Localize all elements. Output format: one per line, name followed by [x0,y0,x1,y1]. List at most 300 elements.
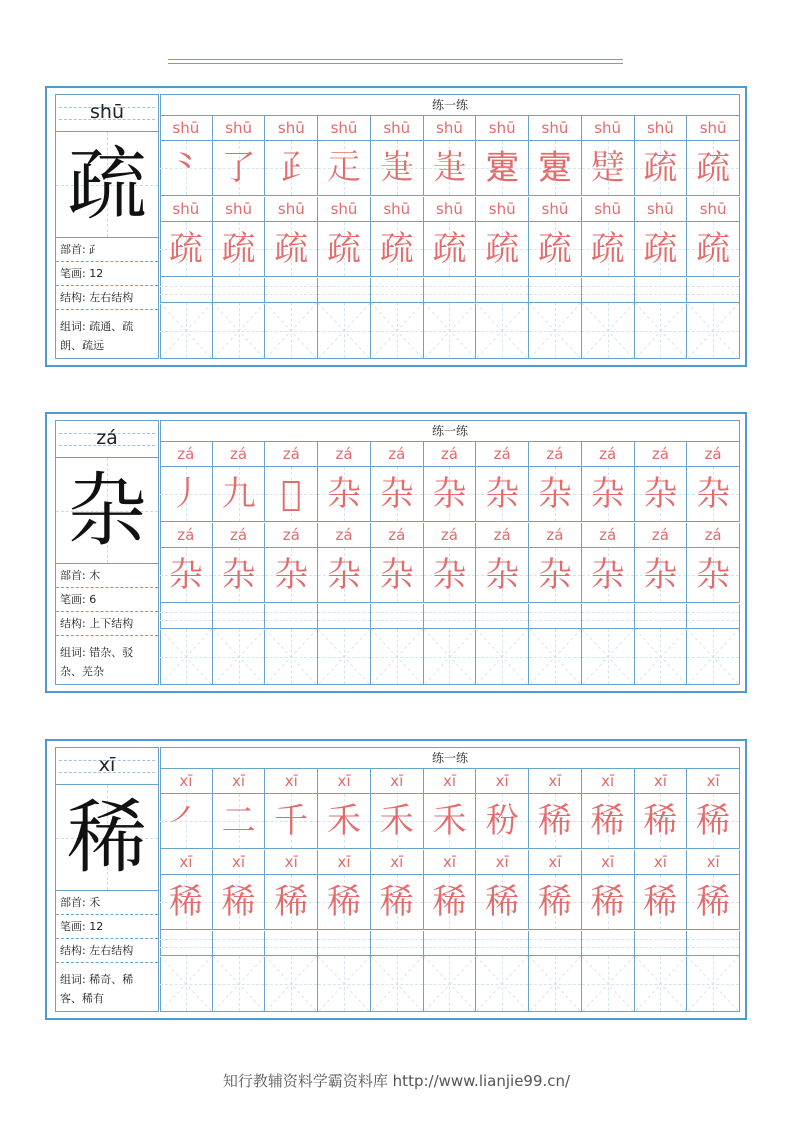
main-character: 杂 [67,464,147,557]
pinyin-cell: xī [318,769,371,794]
guide-line [318,294,370,295]
empty-writing-cell[interactable] [213,956,266,1012]
guide-line [424,286,476,287]
main-pinyin: zá [96,427,118,449]
pinyin-cell: zá [424,442,477,467]
guide-line [529,612,581,613]
main-pinyin: shū [90,101,124,123]
diagonal-guides [213,303,265,359]
guide-line [424,939,476,940]
empty-writing-cell[interactable] [318,956,371,1012]
pinyin-cell: zá [582,442,635,467]
pinyin-cell: shū [687,116,740,141]
empty-writing-cell[interactable] [529,303,582,359]
trace-cell [635,222,688,277]
empty-pinyin-cell[interactable] [635,931,688,956]
trace-char: 稀 [168,882,203,922]
stroke-step-char: ㇒ [168,801,203,841]
empty-pinyin-cell[interactable] [529,931,582,956]
diagonal-guides [529,956,581,1012]
stroke-step-char: 杂 [485,474,520,514]
main-character: 稀 [67,791,147,884]
empty-writing-cell[interactable] [213,629,266,685]
trace-cell [476,141,529,196]
diagonal-guides [635,956,687,1012]
diagonal-guides [160,629,212,685]
trace-cell [318,141,371,196]
guide-line [265,294,317,295]
empty-pinyin-cell[interactable] [424,604,477,629]
info-panel [55,420,159,685]
guide-line [582,294,634,295]
guide-line [265,939,317,940]
trace-char: 疏 [643,229,678,269]
empty-pinyin-cell[interactable] [476,604,529,629]
empty-writing-cell[interactable] [318,629,371,685]
pinyin-cell: zá [635,523,688,548]
pinyin-cell: shū [213,116,266,141]
structure-label: 结构: 左右结构 [56,939,158,963]
stroke-count: 笔画: 6 [56,588,158,612]
empty-pinyin-cell[interactable] [318,278,371,303]
radical-label: 部首: 禾 [56,891,158,915]
trace-cell [160,875,213,930]
trace-char: 稀 [327,882,362,922]
trace-char: 疏 [168,229,203,269]
pinyin-cell: zá [318,523,371,548]
trace-char: 疏 [590,229,625,269]
guide-line [635,294,687,295]
trace-cell [635,548,688,603]
trace-char: 稀 [432,882,467,922]
trace-cell [371,548,424,603]
pinyin-cell: xī [424,850,477,875]
pinyin-box [56,421,158,458]
main-char-box [56,458,158,564]
diagonal-guides [635,303,687,359]
empty-writing-cell[interactable] [213,303,266,359]
main-character: 疏 [67,138,147,231]
diagonal-guides [371,303,423,359]
guide-line [476,939,528,940]
diagonal-guides [687,629,739,685]
trace-char: 杂 [168,555,203,595]
trace-cell [265,141,318,196]
trace-char: 稀 [590,882,625,922]
word-examples: 组词: 稀奇、稀客、稀有 [60,973,134,1005]
trace-char: 疏 [379,229,414,269]
trace-cell [424,548,477,603]
empty-pinyin-cell[interactable] [582,604,635,629]
diagonal-guides [529,629,581,685]
stroke-step-char: 杂 [327,474,362,514]
diagonal-guides [476,303,528,359]
trace-cell [424,141,477,196]
empty-pinyin-cell[interactable] [371,278,424,303]
empty-pinyin-cell[interactable] [213,604,266,629]
empty-writing-cell[interactable] [318,303,371,359]
trace-cell [476,467,529,522]
pinyin-cell: xī [160,769,213,794]
stroke-step-char: 禾 [432,801,467,841]
guide-line [213,620,265,621]
trace-cell [318,548,371,603]
guide-line [529,286,581,287]
trace-char: 稀 [485,882,520,922]
pinyin-box [56,748,158,785]
trace-char: 杂 [590,555,625,595]
trace-cell [529,548,582,603]
empty-writing-cell[interactable] [476,956,529,1012]
empty-writing-cell[interactable] [687,629,740,685]
empty-writing-cell[interactable] [476,303,529,359]
guide-line [160,294,212,295]
structure-label: 结构: 左右结构 [56,286,158,310]
guide-line [213,294,265,295]
guide-line [371,939,423,940]
guide-line [160,620,212,621]
pinyin-cell: shū [318,197,371,222]
trace-cell [424,875,477,930]
trace-cell [635,794,688,849]
guide-line [318,947,370,948]
pinyin-cell: zá [476,442,529,467]
trace-cell [635,141,688,196]
empty-pinyin-cell[interactable] [687,278,740,303]
trace-cell [424,794,477,849]
trace-cell [371,794,424,849]
pinyin-cell: zá [213,523,266,548]
character-card [45,412,747,693]
trace-cell [371,875,424,930]
stroke-step-char: 杂 [537,474,572,514]
pinyin-cell: xī [529,769,582,794]
empty-pinyin-cell[interactable] [265,278,318,303]
diagonal-guides [424,956,476,1012]
trace-cell [582,875,635,930]
footer-text: 知行教辅资料学霸资料库 http://www.lianjie99.cn/ [222,1072,571,1090]
empty-pinyin-cell[interactable] [582,278,635,303]
guide-line [687,939,739,940]
pinyin-cell: xī [265,850,318,875]
trace-char: 杂 [327,555,362,595]
empty-writing-cell[interactable] [635,629,688,685]
guide-line [424,294,476,295]
diagonal-guides [476,956,528,1012]
diagonal-guides [318,629,370,685]
stroke-step-char: 𤴣 [590,148,625,188]
pinyin-cell: zá [582,523,635,548]
empty-writing-cell[interactable] [635,303,688,359]
stroke-step-char: 𤴡 [485,148,520,188]
empty-writing-cell[interactable] [424,303,477,359]
pinyin-cell: shū [529,116,582,141]
trace-cell [582,141,635,196]
trace-cell [318,467,371,522]
stroke-step-char: 杂 [696,474,731,514]
empty-writing-cell[interactable] [582,629,635,685]
empty-pinyin-cell[interactable] [318,604,371,629]
guide-line [687,620,739,621]
pinyin-cell: shū [687,197,740,222]
pinyin-cell: shū [213,197,266,222]
structure-label: 结构: 上下结构 [56,612,158,636]
pinyin-cell: xī [318,850,371,875]
trace-cell [424,222,477,277]
guide-line [582,939,634,940]
diagonal-guides [213,956,265,1012]
guide-line [635,939,687,940]
trace-char: 疏 [537,229,572,269]
empty-writing-cell[interactable] [265,303,318,359]
stroke-step-char: 𤴔 [274,148,309,188]
pinyin-cell: zá [265,442,318,467]
pinyin-cell: shū [160,116,213,141]
guide-line [318,939,370,940]
trace-char: 疏 [432,229,467,269]
guide-line [160,939,212,940]
pinyin-cell: shū [476,197,529,222]
empty-writing-cell[interactable] [424,629,477,685]
guide-line [213,939,265,940]
diagonal-guides [160,956,212,1012]
empty-writing-cell[interactable] [265,629,318,685]
empty-writing-cell[interactable] [582,956,635,1012]
empty-pinyin-cell[interactable] [318,931,371,956]
diagonal-guides [687,956,739,1012]
guide-line [687,286,739,287]
trace-cell [265,222,318,277]
guide-line [687,294,739,295]
trace-cell [213,467,266,522]
trace-char: 稀 [696,882,731,922]
guide-line [160,286,212,287]
guide-line [476,612,528,613]
card-inner [55,747,740,1012]
pinyin-cell: zá [529,523,582,548]
trace-cell [635,875,688,930]
trace-cell [687,794,740,849]
stroke-step-char: 千 [274,801,309,841]
stroke-step-char: 杂 [432,474,467,514]
pinyin-cell: shū [635,116,688,141]
empty-pinyin-cell[interactable] [160,604,213,629]
empty-pinyin-cell[interactable] [424,278,477,303]
stroke-step-char: 疏 [696,148,731,188]
empty-pinyin-cell[interactable] [582,931,635,956]
main-char-box [56,132,158,238]
empty-writing-cell[interactable] [687,303,740,359]
radical-label: 部首: ⺪ [56,238,158,262]
empty-pinyin-cell[interactable] [476,931,529,956]
empty-writing-cell[interactable] [476,629,529,685]
empty-writing-cell[interactable] [160,629,213,685]
diagonal-guides [265,303,317,359]
pinyin-cell: shū [160,197,213,222]
empty-writing-cell[interactable] [371,629,424,685]
diagonal-guides [265,629,317,685]
guide-line [635,286,687,287]
trace-char: 杂 [274,555,309,595]
pinyin-cell: zá [318,442,371,467]
trace-cell [529,141,582,196]
guide-line [371,620,423,621]
empty-pinyin-cell[interactable] [529,278,582,303]
empty-pinyin-cell[interactable] [265,604,318,629]
diagonal-guides [265,956,317,1012]
pinyin-cell: zá [476,523,529,548]
guide-line [529,620,581,621]
empty-pinyin-cell[interactable] [476,278,529,303]
stroke-step-char: 𠃢 [281,474,302,514]
trace-cell [687,141,740,196]
trace-cell [213,875,266,930]
empty-pinyin-cell[interactable] [265,931,318,956]
trace-cell [318,222,371,277]
empty-writing-cell[interactable] [371,303,424,359]
stroke-step-char: 禾 [379,801,414,841]
trace-cell [424,467,477,522]
guide-line [160,612,212,613]
trace-char: 杂 [221,555,256,595]
empty-pinyin-cell[interactable] [213,931,266,956]
pinyin-cell: zá [687,442,740,467]
trace-char: 稀 [379,882,414,922]
info-panel [55,94,159,359]
empty-writing-cell[interactable] [160,303,213,359]
empty-pinyin-cell[interactable] [424,931,477,956]
guide-line [213,612,265,613]
trace-cell [213,548,266,603]
pinyin-cell: shū [424,116,477,141]
empty-pinyin-cell[interactable] [529,604,582,629]
pinyin-cell: xī [476,769,529,794]
guide-line [371,947,423,948]
trace-cell [687,222,740,277]
trace-cell [318,875,371,930]
trace-char: 杂 [485,555,520,595]
empty-pinyin-cell[interactable] [160,278,213,303]
guide-line [476,620,528,621]
guide-line [582,620,634,621]
trace-char: 稀 [537,882,572,922]
trace-char: 杂 [537,555,572,595]
guide-line [424,620,476,621]
pinyin-cell: xī [582,769,635,794]
trace-cell [265,875,318,930]
trace-cell [582,548,635,603]
guide-line [687,947,739,948]
guide-line [265,286,317,287]
guide-line [529,947,581,948]
trace-cell [476,222,529,277]
empty-pinyin-cell[interactable] [635,604,688,629]
stroke-count: 笔画: 12 [56,262,158,286]
trace-char: 疏 [485,229,520,269]
empty-pinyin-cell[interactable] [687,604,740,629]
trace-char: 杂 [643,555,678,595]
trace-char: 疏 [696,229,731,269]
diagonal-guides [687,303,739,359]
pinyin-cell: xī [213,769,266,794]
character-card [45,739,747,1020]
empty-pinyin-cell[interactable] [687,931,740,956]
trace-cell [529,222,582,277]
pinyin-cell: xī [635,769,688,794]
empty-pinyin-cell[interactable] [160,931,213,956]
pinyin-cell: zá [371,442,424,467]
trace-char: 稀 [274,882,309,922]
stroke-step-char: ⺀ [168,148,203,188]
card-inner [55,420,740,685]
trace-cell [582,222,635,277]
trace-cell [265,467,318,522]
main-pinyin: xī [98,754,116,776]
pinyin-cell: shū [318,116,371,141]
empty-writing-cell[interactable] [265,956,318,1012]
stroke-step-char: 𤴡 [537,148,572,188]
pinyin-cell: xī [371,769,424,794]
guide-line [424,612,476,613]
empty-pinyin-cell[interactable] [635,278,688,303]
trace-cell [371,467,424,522]
guide-line [424,947,476,948]
trace-char: 杂 [696,555,731,595]
trace-cell [476,875,529,930]
empty-pinyin-cell[interactable] [213,278,266,303]
card-inner [55,94,740,359]
trace-cell [476,548,529,603]
guide-line [318,286,370,287]
empty-pinyin-cell[interactable] [371,604,424,629]
empty-writing-cell[interactable] [529,629,582,685]
pinyin-cell: xī [687,769,740,794]
guide-line [160,947,212,948]
pinyin-cell: zá [160,442,213,467]
empty-pinyin-cell[interactable] [371,931,424,956]
top-rule [168,59,623,64]
empty-writing-cell[interactable] [424,956,477,1012]
stroke-step-char: 𤴗 [379,148,414,188]
trace-cell [265,794,318,849]
practice-grid [160,420,740,685]
diagonal-guides [371,956,423,1012]
stroke-step-char: 九 [221,474,256,514]
empty-writing-cell[interactable] [582,303,635,359]
empty-writing-cell[interactable] [529,956,582,1012]
guide-line [265,620,317,621]
trace-cell [318,794,371,849]
radical-label: 部首: 木 [56,564,158,588]
stroke-step-char: 稀 [537,801,572,841]
pinyin-cell: shū [476,116,529,141]
trace-cell [529,794,582,849]
empty-writing-cell[interactable] [635,956,688,1012]
pinyin-cell: zá [265,523,318,548]
trace-char: 稀 [643,882,678,922]
pinyin-cell: shū [265,116,318,141]
diagonal-guides [635,629,687,685]
empty-writing-cell[interactable] [160,956,213,1012]
pinyin-cell: shū [424,197,477,222]
empty-writing-cell[interactable] [371,956,424,1012]
diagonal-guides [424,629,476,685]
diagonal-guides [371,629,423,685]
diagonal-guides [318,303,370,359]
trace-cell [371,141,424,196]
empty-writing-cell[interactable] [687,956,740,1012]
trace-cell [371,222,424,277]
